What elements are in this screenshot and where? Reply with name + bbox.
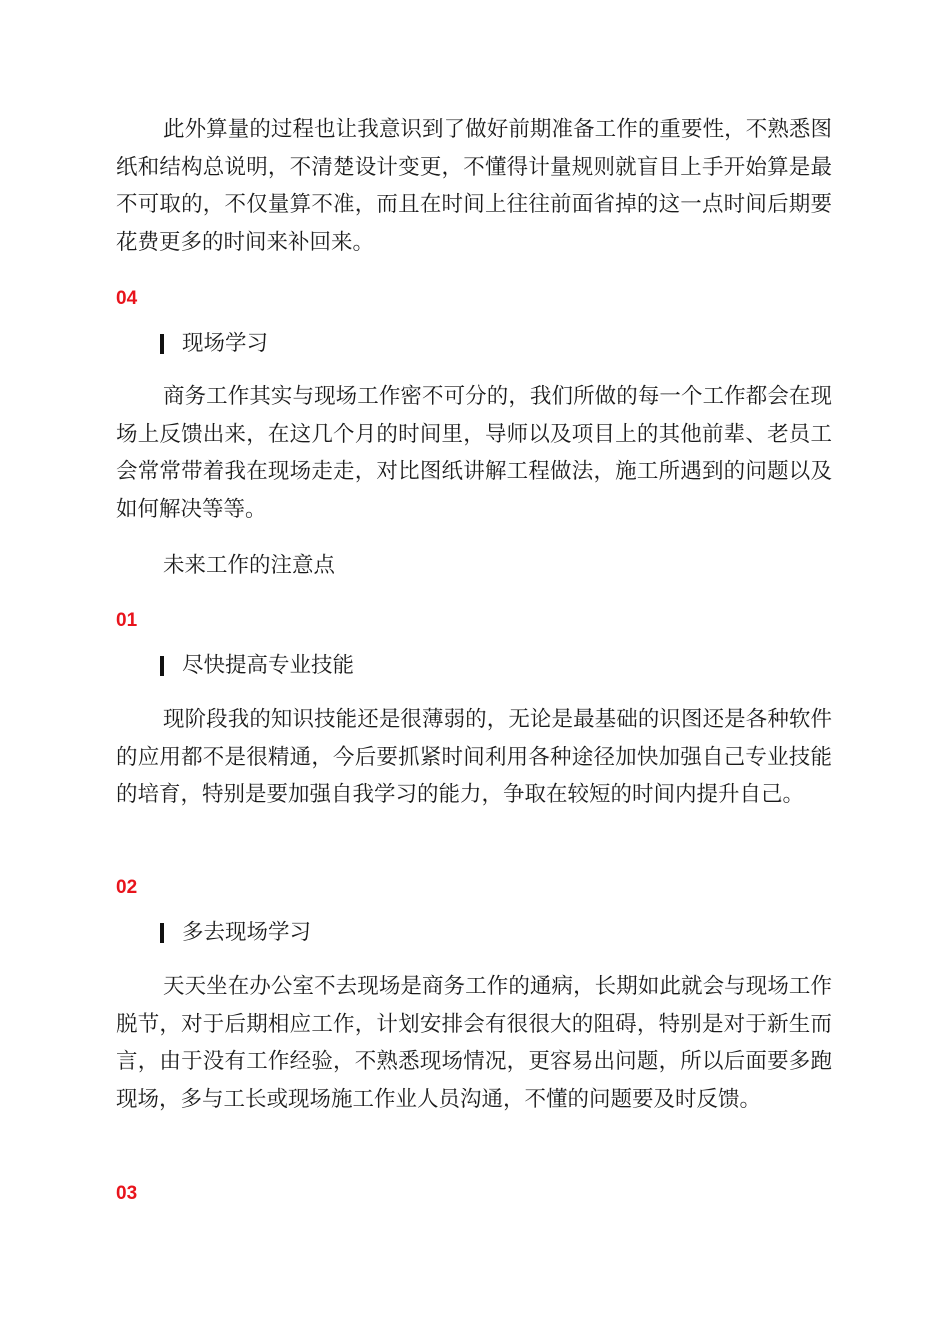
paragraph-skills: 现阶段我的知识技能还是很薄弱的，无论是最基础的识图还是各种软件的应用都不是很精通，今后要抓紧时间利用各种途径加快加强自己专业技能的培育，特别是要加强自我学习的能力，争取在较短的时间内提升自己。 <box>116 707 832 807</box>
subheading-site-learning <box>160 329 268 359</box>
section-number-04: 04 <box>116 288 138 309</box>
section-number-01: 01 <box>116 610 138 631</box>
paragraph-site-work: 商务工作其实与现场工作密不可分的，我们所做的每一个工作都会在现场上反馈出来，在这几个月的时间里，导师以及项目上的其他前辈、老员工会常常带着我在现场走走，对比图纸讲解工程做法，施工所遇到的问题以及如何解决等等。 <box>116 384 832 522</box>
subheading-improve-skills <box>160 651 354 681</box>
subheading-text: 尽快提高专业技能 <box>182 653 355 678</box>
section-title-future-notes: 未来工作的注意点 <box>163 553 336 578</box>
heading-bar-icon <box>160 923 164 943</box>
heading-bar-icon <box>160 656 164 676</box>
subheading-text: 多去现场学习 <box>182 920 312 945</box>
section-number-03: 03 <box>116 1183 138 1204</box>
paragraph-visit-site: 天天坐在办公室不去现场是商务工作的通病，长期如此就会与现场工作脱节，对于后期相应工作，计划安排会有很很大的阻碍，特别是对于新生而言，由于没有工作经验，不熟悉现场情况，更容易出问题，所以后面要多跑现场，多与工长或现场施工作业人员沟通，不懂的问题要及时反馈。 <box>116 974 832 1112</box>
subheading-text: 现场学习 <box>182 331 269 356</box>
subheading-visit-site <box>160 918 311 948</box>
heading-bar-icon <box>160 334 164 354</box>
section-number-02: 02 <box>116 877 138 898</box>
paragraph-calculation-reflection: 此外算量的过程也让我意识到了做好前期准备工作的重要性，不熟悉图纸和结构总说明，不清楚设计变更，不懂得计量规则就盲目上手开始算是最不可取的，不仅量算不准，而且在时间上往往前面省掉的这一点时间后期要花费更多的时间来补回来。 <box>116 117 832 255</box>
